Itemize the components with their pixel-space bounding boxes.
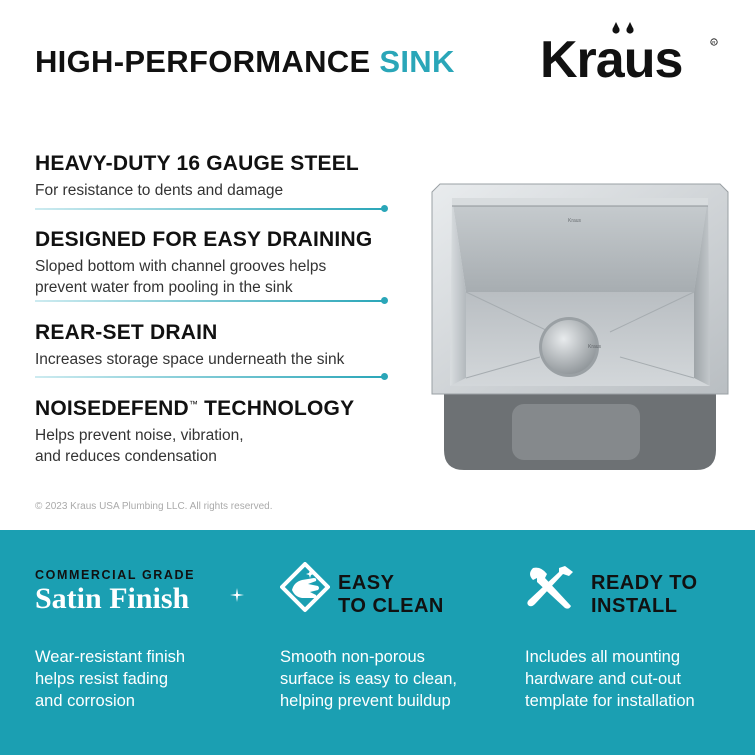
feature-rear-drain — [35, 321, 387, 370]
divider — [35, 300, 385, 302]
feature-text-line: and reduces condensation — [35, 448, 217, 465]
benefit-heading-line: TO CLEAN — [338, 595, 444, 617]
feature-heading-main: NOISEDEFEND — [35, 397, 189, 420]
title-main: HIGH-PERFORMANCE — [35, 44, 371, 79]
feature-heading: DESIGNED FOR EASY DRAINING — [35, 228, 373, 251]
svg-text:R: R — [712, 40, 716, 45]
benefit-line: Includes all mounting — [525, 648, 681, 666]
sink-back-logo: Kraus — [568, 218, 582, 224]
benefit-heading — [338, 572, 444, 618]
cleaning-hand-icon — [280, 562, 330, 614]
feature-noisedefend — [35, 397, 387, 467]
benefit-line: template for installation — [525, 692, 695, 710]
kraus-logo — [540, 20, 720, 84]
divider — [35, 208, 385, 210]
benefit-title: Satin Finish — [35, 582, 190, 615]
title-accent: SINK — [379, 44, 455, 79]
wrench-screwdriver-icon — [525, 562, 575, 614]
feature-heading: HEAVY-DUTY 16 GAUGE STEEL — [35, 152, 359, 175]
benefit-description — [35, 646, 185, 712]
benefit-description — [525, 646, 695, 712]
benefit-satin-finish — [35, 530, 250, 755]
benefit-kicker: COMMERCIAL GRADE — [35, 568, 196, 582]
feature-text: For resistance to dents and damage — [35, 182, 284, 199]
brand-text: Kraus — [540, 31, 683, 84]
benefit-line: hardware and cut-out — [525, 670, 681, 688]
sink-image — [430, 182, 730, 472]
divider — [35, 376, 385, 378]
benefit-heading-line: READY TO — [591, 572, 698, 594]
feature-text-line: prevent water from pooling in the sink — [35, 279, 293, 296]
feature-heading-rest: TECHNOLOGY — [198, 397, 355, 420]
benefit-heading-line: EASY — [338, 572, 395, 594]
feature-text: Increases storage space underneath the sink — [35, 351, 345, 368]
sparkle-icon — [230, 588, 244, 602]
feature-text-line: Sloped bottom with channel grooves helps — [35, 258, 327, 275]
copyright: © 2023 Kraus USA Plumbing LLC. All rights reserved. — [35, 501, 273, 512]
feature-text — [35, 425, 387, 467]
benefit-heading-line: INSTALL — [591, 595, 678, 617]
feature-easy-draining — [35, 228, 387, 298]
benefit-ready-install — [525, 530, 740, 755]
benefit-line: and corrosion — [35, 692, 135, 710]
feature-heading: REAR-SET DRAIN — [35, 321, 218, 344]
benefit-description — [280, 646, 457, 712]
page-title — [35, 44, 455, 80]
benefit-line: Wear-resistant finish — [35, 648, 186, 666]
benefit-line: helping prevent buildup — [280, 692, 451, 710]
benefit-heading — [591, 572, 698, 618]
benefit-line: surface is easy to clean, — [280, 670, 458, 688]
feature-heading — [35, 397, 387, 421]
feature-text — [35, 256, 387, 298]
benefits-band — [0, 530, 755, 755]
benefit-line: Smooth non-porous — [280, 648, 425, 666]
benefit-easy-clean — [280, 530, 495, 755]
feature-gauge-steel — [35, 152, 387, 201]
trademark-mark: ™ — [188, 399, 199, 409]
drain-logo: Kraus — [588, 344, 602, 350]
benefit-line: helps resist fading — [35, 670, 168, 688]
feature-text-line: Helps prevent noise, vibration, — [35, 427, 244, 444]
